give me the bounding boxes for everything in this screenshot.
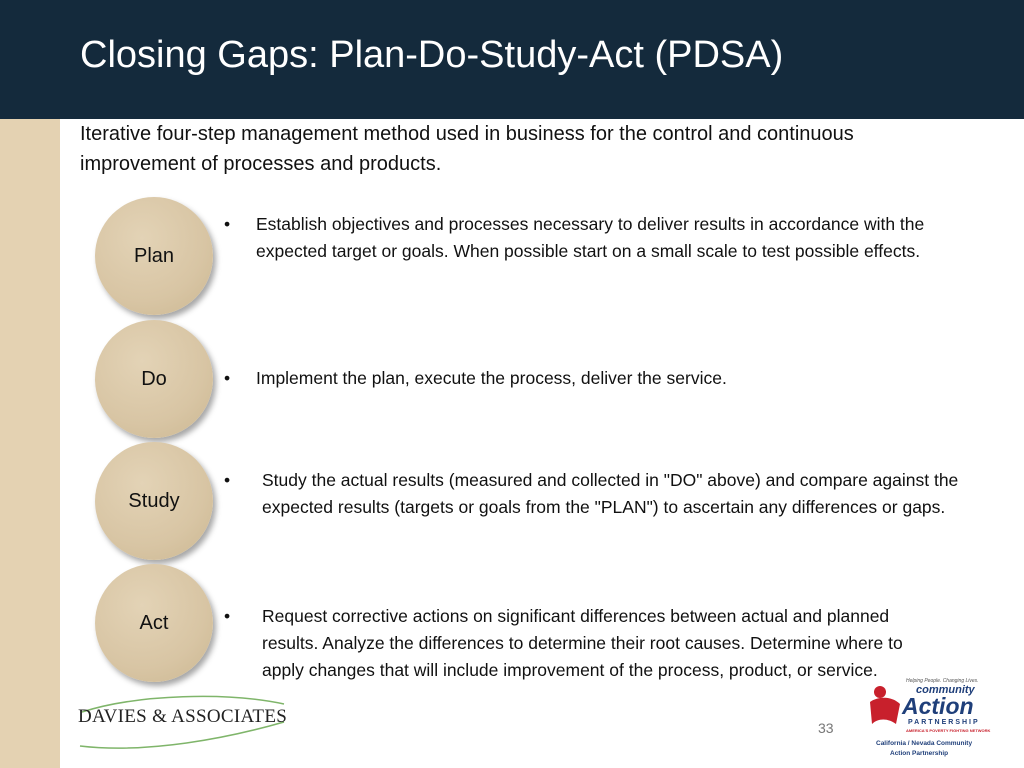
cap-footer-line1: California / Nevada Community bbox=[876, 740, 973, 747]
cap-network-text: AMERICA'S POVERTY FIGHTING NETWORK bbox=[906, 728, 991, 733]
cap-footer-line2: Action Partnership bbox=[890, 750, 949, 757]
bullet-dot: • bbox=[224, 368, 231, 388]
intro-text: Iterative four-step management method used in business for the control and continuous improvement of processes and products. bbox=[80, 123, 854, 175]
study-description: Study the actual results (measured and collected in "DO" above) and compare against the expected results (targets or goals from the "PLAN") to ascertain any differences or gaps. bbox=[262, 470, 959, 517]
study-circle: Study bbox=[95, 442, 213, 560]
slide-title: Closing Gaps: Plan-Do-Study-Act (PDSA) bbox=[80, 34, 784, 76]
plan-description: Establish objectives and processes necessary to deliver results in accordance with the expected target or goals. When possible start on a small scale to test possible effects. bbox=[256, 214, 925, 261]
title-bar bbox=[0, 0, 1024, 119]
do-bullet bbox=[224, 365, 974, 395]
cap-community-text: community bbox=[916, 684, 975, 696]
bullet-dot: • bbox=[224, 470, 231, 490]
page-number: 33 bbox=[818, 720, 834, 736]
do-description: Implement the plan, execute the process, deliver the service. bbox=[256, 368, 727, 388]
bullet-dot: • bbox=[224, 214, 231, 234]
do-circle: Do bbox=[95, 320, 213, 438]
davies-associates-logo bbox=[78, 694, 288, 754]
act-circle: Act bbox=[95, 564, 213, 682]
bullet-dot: • bbox=[224, 606, 231, 626]
study-bullet bbox=[224, 467, 996, 551]
community-action-partnership-logo bbox=[866, 678, 991, 764]
cap-tagline: Helping People. Changing Lives. bbox=[906, 678, 979, 684]
cap-action-text: Action bbox=[902, 693, 974, 719]
plan-bullet bbox=[224, 211, 974, 295]
plan-circle: Plan bbox=[95, 197, 213, 315]
act-bullet bbox=[224, 603, 944, 713]
cap-figure-icon bbox=[866, 684, 906, 728]
act-description: Request corrective actions on significant differences between actual and planned results. Analyze the differences to determine their root causes. Determine where to apply changes that will include improvement of the process, product, or service. bbox=[262, 606, 903, 680]
cap-partnership-text: PARTNERSHIP bbox=[908, 719, 980, 726]
davies-logo-text: DAVIES & ASSOCIATES bbox=[78, 706, 288, 727]
